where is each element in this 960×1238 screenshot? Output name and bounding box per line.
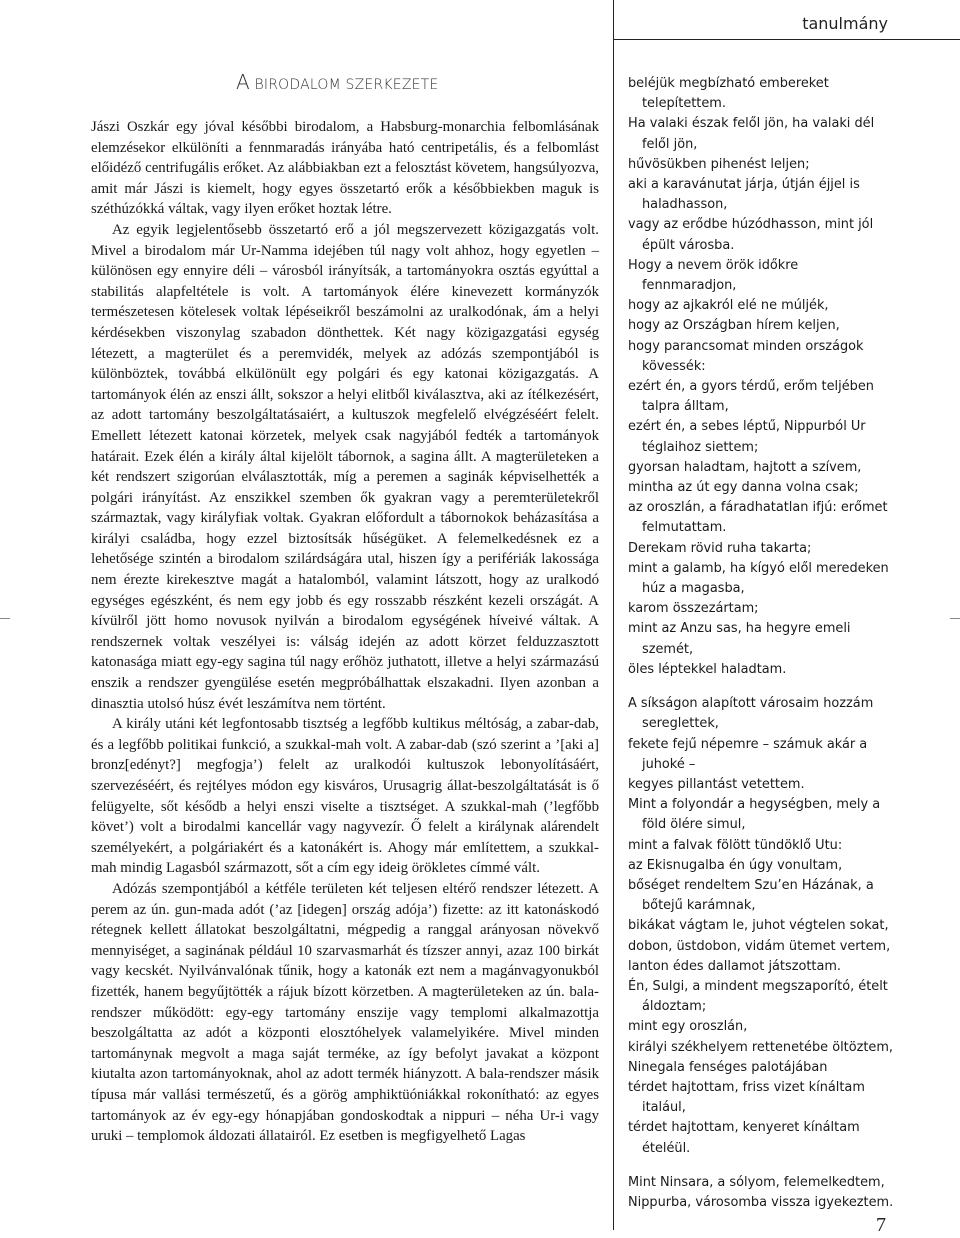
running-head: tanulmány: [802, 14, 888, 33]
poem-line: Nippurba, városomba vissza igyekeztem.: [628, 1194, 894, 1210]
poem-line: Mint Ninsara, a sólyom, felemelkedtem,: [628, 1174, 885, 1190]
poem-line: mintha az út egy danna volna csak;: [628, 480, 859, 496]
poem-line: térdet hajtottam, friss vizet kínáltam italául,: [628, 1079, 865, 1116]
page-number: 7: [876, 1214, 886, 1236]
poem-line: bőséget rendeltem Szu’en Házának, a bőtejű karámnak,: [628, 877, 874, 914]
poem-line: vagy az erődbe húzódhasson, mint jól épült városba.: [628, 217, 874, 253]
poem-line: mint egy oroszlán,: [628, 1019, 748, 1035]
poem-line: királyi székhelyem rettenetébe öltöztem,: [628, 1039, 894, 1055]
poem-line: ezért én, a gyors térdű, erőm teljében talpra álltam,: [628, 379, 874, 415]
section-title-rest: BIRODALOM SZERKEZETE: [249, 77, 439, 93]
poem-line: kegyes pillantást vetettem.: [628, 776, 805, 792]
poem-line: hogy parancsomat minden országok kövessék:: [628, 338, 864, 374]
header-rule: [613, 39, 960, 40]
poem-line: térdet hajtottam, kenyeret kínáltam ételéül.: [628, 1120, 860, 1156]
poem-line: mint a galamb, ha kígyó elől meredeken húz a magasba,: [628, 560, 889, 597]
paragraph: Az egyik legjelentősebb összetartó erő a jól megszervezett közigazgatás volt. Mivel a birodalom már Ur-Namma idejében túl nagy volt ahhoz, hogy egyetlen – különösen egy ennyire déli – városból irányítsák, a tartományokra osztás egyúttal a stabilitás alapfeltétele is volt. A tartományok élére kinevezett kormányzók természetesen kötelesek voltak lépéseikről beszámolni az uralkodónak, ám a helyi kérdésekben viszonylag szabadon dönthettek. Két nagy közigazgatási egység létezett, a magterület és a peremvidék, melyek az adózás szempontjából is különböztek, továbbá elkülönült egy polgári és egy katonai közigazgatás. A tartományok élén az enszi állt, sokszor a helyi elitből kiválasztva, aki az ítélkezésért, az adott tartomány beszolgáltatásaiért, a kultuszok megfelelő elvégzéséért felelt. Emellett létezett katonai körzetek, melyek csak nagyjából fedték a tartományok határait. Ezek élén a király által kijelölt tábornok, a sagina állt. A magterületeken a két rendszert szigorúan elválasztották, míg a peremen a saginák képviselhették a polgári irányítást. Az enszikkel szemben ők gyakran vagy a peremterületekről származtak, vagy királyfiak voltak. Gyakran előfordult a tábornokok beházasítása a királyi családba, hogy ezzel biztosítsák hűségüket. A felemelkedésnek ez a lehetősége szintén a birodalom szilárdságára utal, hiszen így a perifériák lakossága nem érezte kirekesztve magát a hatalomból, valamint látszott, hogy az uralkodó egységes egészként, és nem egy jobb és egy rosszabb részként kezeli országát. A kívülről jött homo novusok nyilván a birodalom egységének híveivé váltak. A rendszernek voltak veszélyei is: válság idején az adott körzet felduzzasztott katonasága miatt egy-egy sagina túl nagy erőhöz juthatott, illetve a helyi származású enszik a rendszer gyengülése esetén megpróbálhattak elszakadni. Ilyen azonban a dinasztia utolsó húsz évét leszámítva nem történt.: [91, 221, 599, 712]
poem-line: Ha valaki észak felől jön, ha valaki dél felől jön,: [628, 116, 875, 152]
main-text: [91, 117, 599, 1147]
poem-stanza: [628, 694, 896, 1159]
poem-line: hogy az ajkakról elé ne múljék,: [628, 298, 829, 314]
poem-line: aki a karavánutat járja, útján éjjel is haladhasson,: [628, 177, 860, 213]
poem-column: [628, 74, 896, 1227]
poem-line: ezért én, a sebes léptű, Nippurból Ur téglaihoz siettem;: [628, 419, 866, 455]
paragraph: Jászi Oszkár egy jóval későbbi birodalom, a Habsburg-monarchia felbomlásának elemzésekor elkülöníti a fennmaradás irányába ható centripetális, és a felbomlást előidéző centrifugális erőket. Az alábbiakban ezt a felosztást követem, hangsúlyozva, amit már Jászi is kiemelt, hogy egyes összetartó erők a későbbiekben maguk is széthúzókká váltak, vagy ilyen erőket hoztak létre.: [91, 119, 599, 218]
section-title-initial: A: [236, 70, 250, 94]
poem-line: az oroszlán, a fáradhatatlan ifjú: erőmet felmutattam.: [628, 500, 888, 536]
poem-line: mint az Anzu sas, ha hegyre emeli szemét,: [628, 621, 851, 657]
poem-line: fekete fejű népemre – számuk akár a juhoké –: [628, 736, 868, 772]
paragraph: Adózás szempontjából a kétféle területen két teljesen eltérő rendszer létezett. A perem az ún. gun-mada adót (’az [idegen] ország adója’) fizette: az itt katonáskodó rétegnek kellett állatokat beszolgáltatni, mégpedig a ranggal arányosan növekvő mennyiséget, a saginának például 10 szarvasmarhát és tízszer annyi, azaz 100 birkát vagy kecskét. Nyilvánvalónak tűnik, hogy a katonák ezt nem a magánvagyonukból fizették, hanem begyűjtötték a rájuk bízott körzetben. A magterületeken az ún. bala-rendszer működött: egy-egy tartomány enszije vagy templomi alkalmazottja beszolgáltatta az adót a központi elosztóhelyek valamelyikére. Mivel minden tartománynak megvolt a maga saját terméke, az így befolyt javakat a központ kiutalta azon tartományoknak, ahol az adott termék hiányzott. A bala-rendszer másik típusa már vallási természetű, és a görög amphiktüóniákkal rokonítható: az egyes tartományok az év egy-egy hónapjában gondoskodtak a nippuri – néha Ur-i vagy uruki – templomok áldozati állatairól. Ez esetben is megfigyelhető Lagas: [91, 880, 599, 1145]
crop-mark-right: [950, 618, 960, 619]
poem-line: Ninegala fenséges palotájában: [628, 1059, 828, 1075]
poem-line: Én, Sulgi, a mindent megszaporító, ételt áldoztam;: [628, 978, 888, 1015]
poem-stanza: [628, 1173, 896, 1213]
poem-line: hogy az Országban hírem keljen,: [628, 318, 840, 334]
poem-line: bikákat vágtam le, juhot végtelen sokat,: [628, 918, 889, 934]
poem-line: hűvösükben pihenést leljen;: [628, 156, 810, 172]
poem-line: az Ekisnugalba én úgy vonultam,: [628, 857, 843, 873]
poem-line: gyorsan haladtam, hajtott a szívem,: [628, 459, 862, 475]
poem-line: lanton édes dallamot játszottam.: [628, 958, 842, 974]
poem-line: öles léptekkel haladtam.: [628, 661, 787, 677]
poem-line: beléjük megbízható embereket telepítettem.: [628, 76, 829, 112]
column-rule-vertical: [613, 0, 614, 1230]
paragraph: A király utáni két legfontosabb tisztség a legfőbb kultikus méltóság, a zabar-dab, és a legfőbb politikai funkció, a szukkal-mah volt. A zabar-dab (szó szerint a ’[aki a] bronz[edényt?] megfogja’) felelt az uralkodói kultuszok lebonyolításáért, szervezéséért, és rejtélyes módon egy kisváros, Urusagrig állat-beszolgáltatását is ő felügyelte, sőt késődb a helyi enszi viselte a tisztséget. A szukkal-mah (’legfőbb követ’) volt a birodalmi kancellár vagy nagyvezír. Ő felelt a királynak alárendelt személyekért, a polgáriakért és a katonákért is. Ahogy már említettem, a szukkal-mah mindig Lagasból származott, sőt a cím egy ideig örökletes címmé vált.: [91, 716, 599, 877]
poem-line: Derekam rövid ruha takarta;: [628, 540, 812, 556]
section-title: [236, 70, 438, 94]
poem-line: karom összezártam;: [628, 601, 759, 617]
poem-stanza: [628, 74, 896, 680]
poem-line: Hogy a nevem örök időkre fennmaradjon,: [628, 257, 799, 294]
poem-line: dobon, üstdobon, vidám ütemet vertem,: [628, 938, 891, 954]
poem-line: mint a falvak fölött tündöklő Utu:: [628, 837, 843, 853]
crop-mark-left: [0, 618, 10, 619]
poem-line: A síkságon alapított városaim hozzám sereglettek,: [628, 696, 874, 732]
poem-line: Mint a folyondár a hegységben, mely a föld ölére simul,: [628, 797, 881, 833]
